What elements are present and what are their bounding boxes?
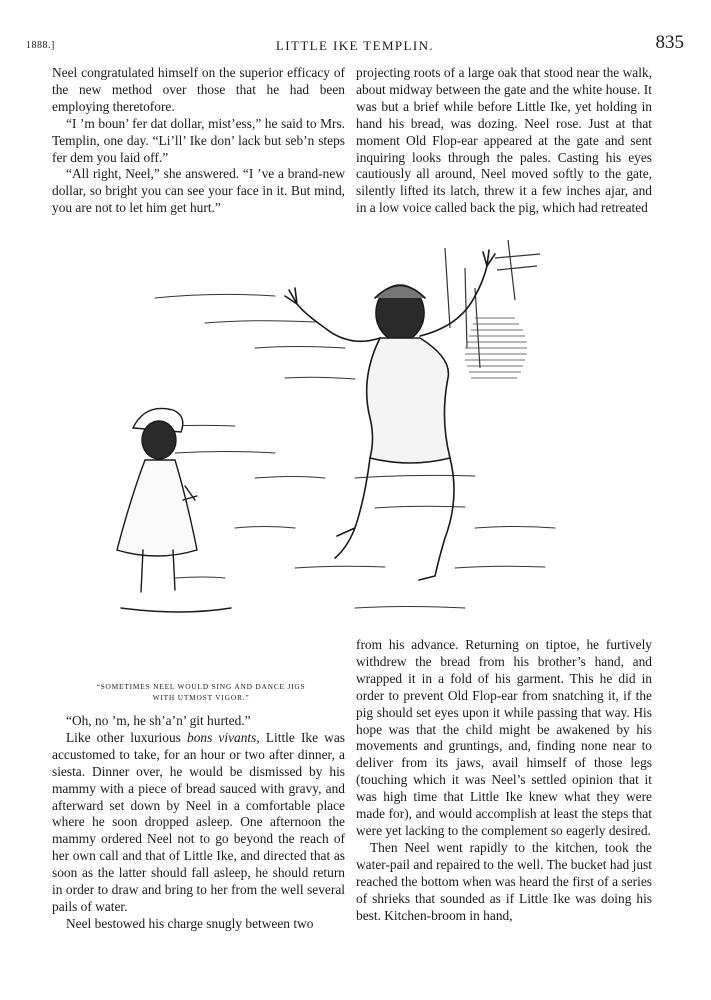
- caption-line: WITH UTMOST VIGOR.”: [152, 692, 250, 702]
- neel-dancing-figure: [285, 250, 495, 580]
- paragraph: projecting roots of a large oak that stood near the walk, about midway between the gate and the white house. It was but a brief while before Little Ike, yet holding in hand his bread, was dozing. Neel rose. Just at that moment Old Flop-ear appeared at the gate and sent inquiring looks through the pales. Casting his eyes cautiously all around, Neel moved softly to the gate, silently lifted its latch, threw it a few inches ajar, and in a low voice called back the pig, which had retreated: [356, 65, 652, 216]
- paragraph: “All right, Neel,” she answered. “I ’ve a brand-new dollar, so bright you can see your face in it. But mind, you are not to let him get hurt.”: [52, 166, 345, 216]
- paragraph: Neel congratulated himself on the superior efficacy of the new method over those that he had been employing theretofore.: [52, 65, 345, 114]
- paragraph: “Oh, no ’m, he sh’a’n’ git hurted.”: [66, 713, 251, 728]
- illustration-caption: [70, 682, 332, 703]
- paragraph: Neel bestowed his charge snugly between two: [66, 915, 314, 931]
- paragraph: “I ’m boun’ fer dat dollar, mist’ess,” he said to Mrs. Templin, one day. “Li’ll’ Ike don’ lack but seb’n steps fer dem you laid off.”: [52, 115, 345, 165]
- right-column-top: [356, 65, 652, 217]
- paragraph: Then Neel went rapidly to the kitchen, took the water-pail and repaired to the well. The bucket had just reached the bottom when was heard the first of a series of shrieks that sounded as if Little Ike was doing his best. Kitchen-broom in hand,: [356, 839, 652, 923]
- right-column-bottom: [356, 637, 652, 924]
- ground-hatching: [145, 294, 555, 608]
- running-header: [26, 34, 684, 58]
- engraving-neel-dancing: [55, 228, 655, 646]
- paragraph: from his advance. Returning on tiptoe, he furtively withdrew the bread from his brother’s hand, and wrapped it in a fold of his garment. This he did in order to prevent Old Flop-ear from snatching it, if the pig should set eyes upon it while passing that way. His hope was that the child might be awakened by his movements and gruntings, and, finding none near to deliver from its jaws, avail himself of those legs (touching which it was Neel’s settled opinion that it was high time that Little Ike knew what they were made for), and would accomplish at least the steps that were yet lacking to the complement so eagerly desired.: [356, 637, 652, 838]
- header-year: 1888.]: [26, 40, 55, 51]
- paragraph: [52, 730, 345, 916]
- dark-shading: [465, 318, 527, 378]
- illustration: [55, 228, 655, 646]
- italic-phrase: bons vivants,: [187, 729, 260, 745]
- little-ike-figure: [117, 408, 231, 612]
- left-column-bottom: [52, 713, 345, 933]
- text-run: Little Ike was accustomed to take, for an hour or two after dinner, a siesta. Dinner over, he would be dismissed by his mammy with a piece of bread sauced with gravy, and afterward set down by Neel in a comfortable place where he soon dropped asleep. One afternoon the mammy ordered Neel not to go beyond the reach of her own call and that of Little Ike, and directed that as soon as the latter should fall asleep, he should return in order to draw and bring to her from the well several pails of water.: [52, 729, 345, 914]
- text-run: Like other luxurious: [66, 729, 187, 745]
- page-number: 835: [655, 32, 684, 53]
- post-and-fence: [445, 240, 540, 368]
- caption-line: “SOMETIMES NEEL WOULD SING AND DANCE JIGS: [96, 682, 306, 691]
- left-column-top: [52, 65, 345, 217]
- header-title: LITTLE IKE TEMPLIN.: [275, 38, 435, 53]
